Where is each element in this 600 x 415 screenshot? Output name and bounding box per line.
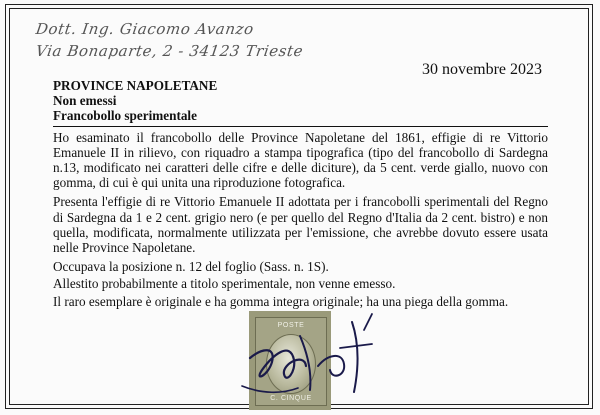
stamp-frame	[255, 317, 327, 406]
stamp-top-text: POSTE	[277, 322, 305, 329]
paragraph-conclusion: Il raro esemplare è originale e ha gomma integra originale; ha una piega della gomma.	[53, 293, 509, 309]
certificate-date: 30 novembre 2023	[422, 61, 542, 78]
certificate-body	[53, 78, 548, 313]
subject-line-1: PROVINCE NAPOLETANE	[53, 78, 218, 93]
subject-line-3: Francobollo sperimentale	[53, 108, 197, 124]
stamp-effigy	[266, 334, 316, 394]
stamp-photo	[249, 311, 331, 410]
paragraph-issue: Allestito probabilmente a titolo sperimentale, non venne emesso.	[53, 276, 396, 292]
subject-divider	[53, 126, 548, 127]
paragraph-position: Occupava la posizione n. 12 del foglio (Sass. n. 1S).	[53, 259, 329, 275]
subject-line-2: Non emessi	[53, 93, 117, 109]
paragraph-description: Ho esaminato il francobollo delle Province Napoletane del 1861, effigie di re Vittorio Emanuele II in rilievo, con riquadro a stampa tipografica (tipo del francobollo di Sardegna n.13, modificato nei caratteri delle cifre e delle diciture), da 5 cent. verde giallo, nuovo con gomma, di cui è qui unita una riproduzione fotografica.	[53, 129, 548, 191]
stamp-bottom-text: C. CINQUE	[270, 395, 312, 402]
expert-address: Via Bonaparte, 2 - 34123 Trieste	[34, 42, 305, 60]
expert-name: Dott. Ing. Giacomo Avanzo	[34, 20, 256, 38]
paragraph-effigy: Presenta l'effigie di re Vittorio Emanuele II adottata per i francobolli sperimentali del Regno di Sardegna da 1 e 2 cent. grigio nero (e per quello del Regno d'Italia da 2 cent. bistro) e non quella, modificata, normalmente utilizzata per l'emissione, che avrebbe dovuto essere usata nelle Province Napoletane.	[53, 194, 548, 256]
